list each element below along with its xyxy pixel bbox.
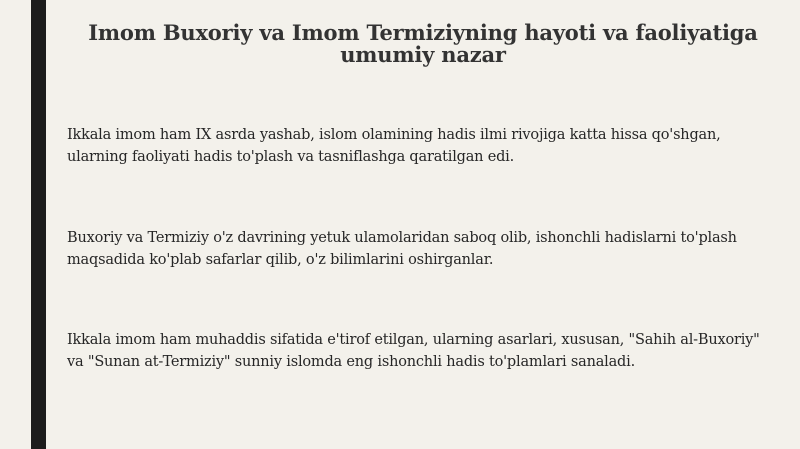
paragraph-1: Ikkala imom ham IX asrda yashab, islom olamining hadis ilmi rivojiga katta hissa qo'shgan, ularning faoliyati hadis to'plash va tasniflashga qaratilgan edi. xyxy=(67,127,721,165)
paragraph-3: Ikkala imom ham muhaddis sifatida e'tirof etilgan, ularning asarlari, xususan, "Sahih al-Buxoriy" va "Sunan at-Termiziy" sunniy islomda eng ishonchli hadis to'plamlari sanaladi. xyxy=(67,332,760,370)
left-accent-bar xyxy=(31,0,46,449)
paragraph-2: Buxoriy va Termiziy o'z davrining yetuk ulamolaridan saboq olib, ishonchli hadislarni to'plash maqsadida ko'plab safarlar qilib, o'z bilimlarini oshirganlar. xyxy=(67,230,737,268)
slide-title: Imom Buxoriy va Imom Termiziyning hayoti va faoliyatiga umumiy nazar xyxy=(88,20,758,67)
